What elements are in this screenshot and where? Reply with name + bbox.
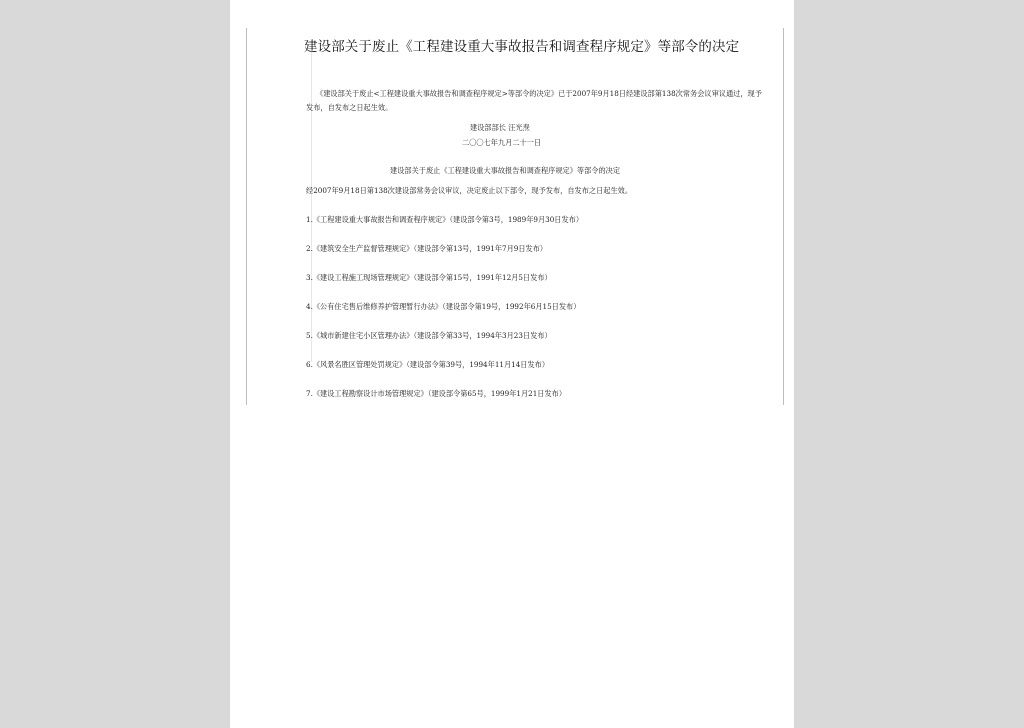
decision-preamble: 经2007年9月18日第138次建设部常务会议审议，决定废止以下部令，现予发布，自发布之日起生效。 <box>306 186 633 195</box>
document-title: 建设部关于废止《工程建设重大事故报告和调查程序规定》等部令的决定 <box>304 39 740 55</box>
list-item: 7.《建设工程勘察设计市场管理规定》（建设部令第65号，1999年1月21日发布） <box>306 389 567 398</box>
list-item: 1.《工程建设重大事故报告和调查程序规定》（建设部令第3号，1989年9月30日发布） <box>306 215 584 224</box>
list-item: 3.《建设工程施工现场管理规定》（建设部令第15号，1991年12月5日发布） <box>306 273 552 282</box>
list-item: 4.《公有住宅售后维修养护管理暂行办法》（建设部令第19号，1992年6月15日发布） <box>306 302 581 311</box>
list-item: 6.《风景名胜区管理处罚规定》（建设部令第39号，1994年11月14日发布） <box>306 360 550 369</box>
decision-subtitle: 建设部关于废止《工程建设重大事故报告和调查程序规定》等部令的决定 <box>390 166 621 175</box>
list-item: 5.《城市新建住宅小区管理办法》（建设部令第33号，1994年3月23日发布） <box>306 331 552 340</box>
list-item: 2.《建筑安全生产监督管理规定》（建设部令第13号，1991年7月9日发布） <box>306 244 548 253</box>
intro-paragraph: 《建设部关于废止<工程建设重大事故报告和调查程序规定>等部令的决定》已于2007年9月18日经建设部第138次常务会议审议通过，现予发布，自发布之日起生效。 <box>306 89 762 112</box>
document-page <box>230 0 794 728</box>
signer-line: 建设部部长 汪光焘 <box>470 123 530 132</box>
date-line: 二〇〇七年九月二十一日 <box>462 138 542 147</box>
